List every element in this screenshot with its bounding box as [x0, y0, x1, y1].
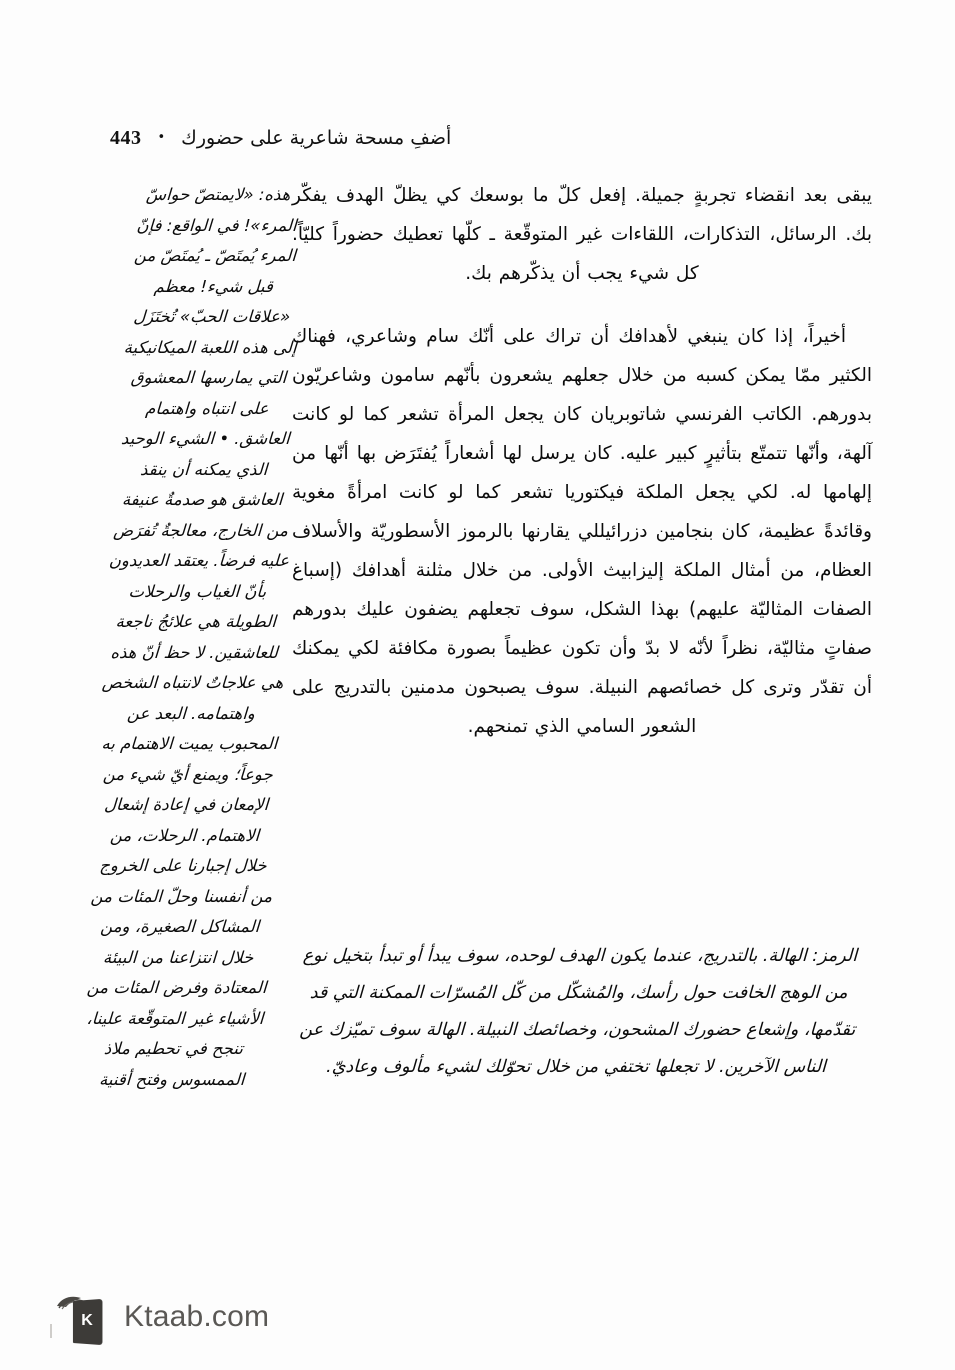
page-number: 443: [110, 127, 142, 149]
body-paragraph: أخيراً، إذا كان ينبغي لأهدافك أن تراك على أنّك سام وشاعري، فهناك الكثير ممّا يمكن كسبه من خلال جعلهم يشعرون بأنّهم سامون وشاعريّون بدورهم. الكاتب الفرنسي شاتوبريان كان يجعل المرأة تشعر كما لو كانت آلهة، وأنّها تتمتّع بتأثيرٍ كبير عليه. كان يرسل لها أشعاراً يُفتَرَض بها أنّها من إلهامها له. لكي يجعل الملكة فيكتوريا تشعر كما لو كانت امرأةً مغوية وقائدةً عظيمة، كان بنجامين دزرائيللي يقارنها بالرموز الأسطوريّة والأسلاف العظام، من أمثال الملكة إليزابيث الأولى. من خلال مثلنة أهدافك (إسباغ الصفات المثاليّة عليهم) بهذا الشكل، سوف تجعلهم يضفون عليك بدورهم صفاتٍ مثاليّة، نظراً لأنّه لا بدّ وأن تكون عظيماً بصورة مكافئة لكي يمكنك أن تقدّر وترى كل خصائصهم النبيلة. سوف يصبحون مدمنين بالتدريج على الشعور السامي الذي تمنحهم.: [292, 326, 872, 737]
open-book-icon: [56, 1288, 110, 1346]
watermark-tick: [50, 1324, 52, 1338]
margin-note: هذه: «لايمتصّ حواسّ المرء»! في الواقع: فإنّ المرء يُمتَصّ ـ يُمتَصّ من قبل شيء! معظم «علاقات الحبّ» تُختَزَل إلى هذه اللعبة الميكانيكية التي يمارسها المعشوق على انتباه واهتمام العاشق. • الشيء الوحيد الذي يمكنه أن ينقذ العاشق هو صدمةٌ عنيفة من الخارج، معالجةٌ تُفرَض عليه فرضاً. يعتقد العديدون بأنّ الغياب والرحلات الطويلة هي علائجُ ناجعة للعاشقين. لا حظ أنّ هذه هي علاجاتٌ لانتباه الشخص واهتمامه. البعد عن المحبوب يميت الاهتمام به جوعاً؛ ويمنع أيّ شيء من الإمعان في إعادة إشعال الاهتمام. الرحلات، من خلال إجبارنا على الخروج من أنفسنا وحلّ المئات من المشاكل الصغيرة، ومن خلال انتزاعنا من البيئة المعتادة وفرض المئات من الأشياء غير المتوقّعة علينا، تنجح في تحطيم ملاذ الممسوس وفتح أقنية: [86, 185, 298, 1089]
body-paragraph: يبقى بعد انقضاء تجربةٍ جميلة. إفعل كلّ ما بوسعك كي يظلّ الهدف يفكّر بك. الرسائل، التذكارات، اللقاءات غير المتوقّعة ـ كلّها تعطيك حضوراً كليّاً. كل شيء يجب أن يذكّرهم بك.: [292, 185, 872, 284]
head-bullet-icon: •: [157, 130, 166, 145]
site-watermark: [56, 1288, 269, 1346]
chapter-title: أضفِ مسحة شاعرية على حضورك: [181, 127, 452, 149]
main-text-column: [292, 176, 872, 770]
running-head: [110, 128, 870, 158]
watermark-letter: K: [81, 1312, 93, 1329]
pull-quote: الرمز: الهالة. بالتدريج، عندما يكون الهدف لوحده، سوف يبدأ أو تبدأ بتخيل نوع من الوهج الخافت حول رأسك، والمُشكّل من كّل المُسرّات الممكنة التي قد تقدّمها، وإشعاع حضورك المشحون، وخصائصك النبيلة. الهالة سوف تميّزك عن الناس الآخرين. لا تجعلها تختفي من خلال تحوّلك لشيء مألوف وعاديّ.: [299, 946, 858, 1077]
watermark-label: Ktaab.com: [124, 1300, 270, 1333]
